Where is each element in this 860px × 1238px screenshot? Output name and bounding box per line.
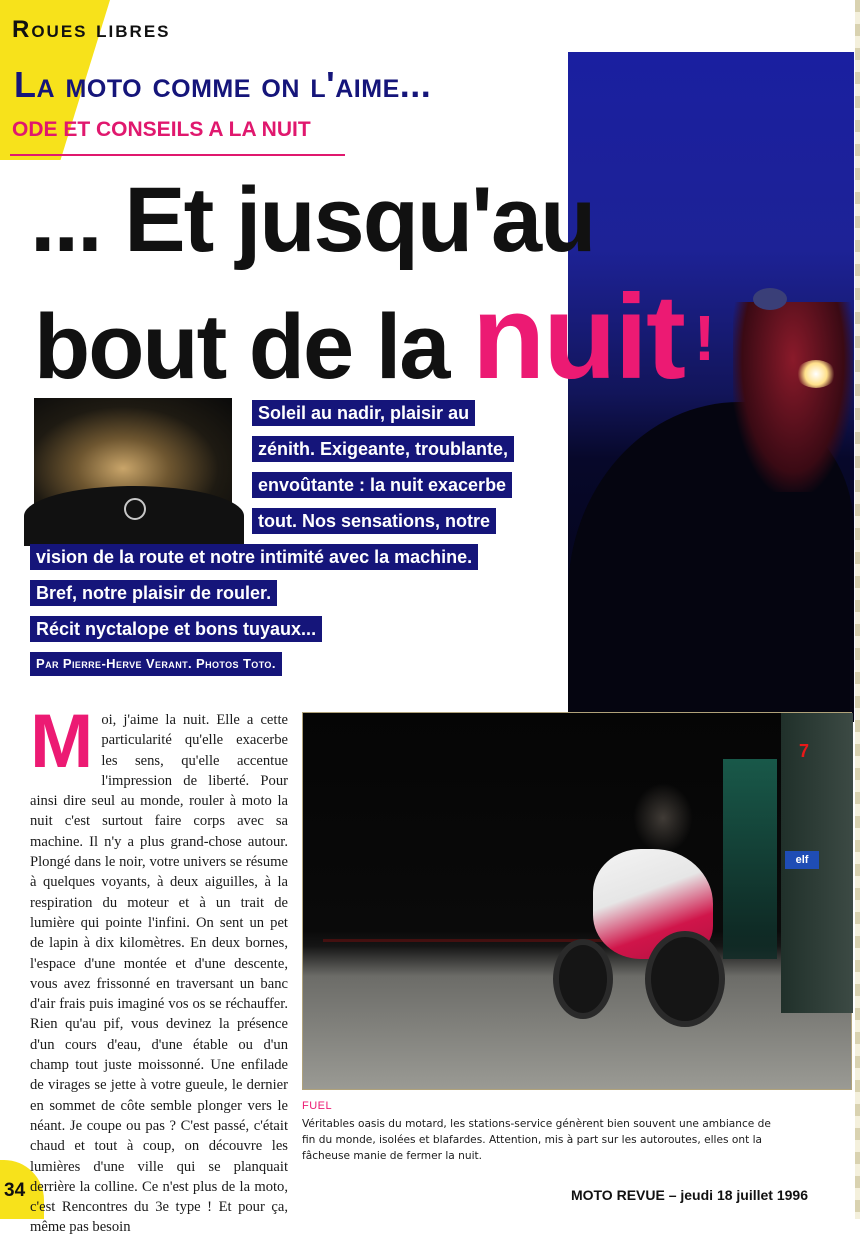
article-body bbox=[30, 699, 288, 1238]
dashboard-photo bbox=[34, 398, 232, 526]
pump-panel bbox=[723, 759, 777, 959]
intro-line: tout. Nos sensations, notre bbox=[252, 508, 496, 534]
gas-station-photo bbox=[302, 712, 852, 1090]
page-edge bbox=[855, 0, 860, 1219]
drop-cap: M bbox=[30, 699, 94, 784]
title-exclamation: ! bbox=[693, 302, 714, 374]
photo-caption: Véritables oasis du motard, les stations-service génèrent bien souvent une ambiance de fin du monde, isolées et blafardes. Attention, mis à part sur les autoroutes, elles ont la fâcheuse manie de fermer la nuit. bbox=[302, 1118, 771, 1162]
mirror-shape bbox=[753, 288, 787, 310]
intro-line: Bref, notre plaisir de rouler. bbox=[30, 580, 277, 606]
title-accent-word: nuit bbox=[472, 270, 684, 404]
intro-line: Récit nyctalope et bons tuyaux... bbox=[30, 616, 322, 642]
gauge-icon bbox=[124, 498, 146, 520]
section-label: Roues libres bbox=[12, 16, 171, 43]
headline: La moto comme on l'aime... bbox=[14, 64, 432, 105]
subhead: ODE ET CONSEILS A LA NUIT bbox=[12, 118, 311, 141]
motorcycle-silhouette bbox=[733, 302, 853, 492]
publication-footer: MOTO REVUE – jeudi 18 juillet 1996 bbox=[570, 1187, 808, 1203]
title-line-1: ... Et jusqu'au bbox=[30, 169, 595, 271]
caption-title: FUEL bbox=[302, 1100, 333, 1112]
page-number: 34 bbox=[4, 1180, 26, 1201]
intro-line: vision de la route et notre intimité avec la machine. bbox=[30, 544, 478, 570]
sport-motorcycle bbox=[553, 829, 723, 1019]
intro-line: envoûtante : la nuit exacerbe bbox=[252, 472, 512, 498]
byline: Par Pierre-Herve Verant. Photos Toto. bbox=[30, 652, 282, 676]
article-text: oi, j'aime la nuit. Elle a cette particularité qu'elle exacerbe les sens, qu'elle accentue l'impression de liberté. Pour ainsi dire seul au monde, rouler à moto la nuit c'est surtout faire corps avec sa machine. Il n'y a plus grand-chose autour. Plongé dans le noir, votre univers se résume à quelques voyants, à deux aiguilles, à la respiration du moteur et à un trait de lumière qui pointe l'infini. On sent un pet de lapin à dix kilomètres. En deux bornes, l'espace d'une montée et d'une descente, vous avez frissonné en traversant un banc d'air frais puis imaginé vos os se réchauffer. Rien qu'au pif, vous devinez la présence d'un cours d'eau, d'une étable ou d'un champ tout juste moissonné. Une enfilade de virages se jette à votre gueule, le dernier en sommet de côte semble plonger vers le néant. Je coupe ou pas ? C'est passé, c'était chaud et tout à coup, on découvre les lumières d'une ville qui se planquait derrière la colline. Ce n'est plus de la moto, c'est Rencontres du 3e type ! Et pour ça, même pas besoin bbox=[30, 712, 288, 1236]
intro-line: Soleil au nadir, plaisir au bbox=[252, 400, 475, 426]
pump-display: 7 bbox=[799, 741, 810, 761]
subhead-rule bbox=[10, 154, 345, 156]
headlight-glow bbox=[796, 360, 836, 388]
front-wheel bbox=[645, 931, 725, 1027]
rear-wheel bbox=[553, 939, 613, 1019]
title-line-2 bbox=[34, 268, 713, 406]
title-prefix: bout de la bbox=[34, 296, 472, 398]
intro-line: zénith. Exigeante, troublante, bbox=[252, 436, 514, 462]
elf-sign: elf bbox=[785, 851, 819, 869]
